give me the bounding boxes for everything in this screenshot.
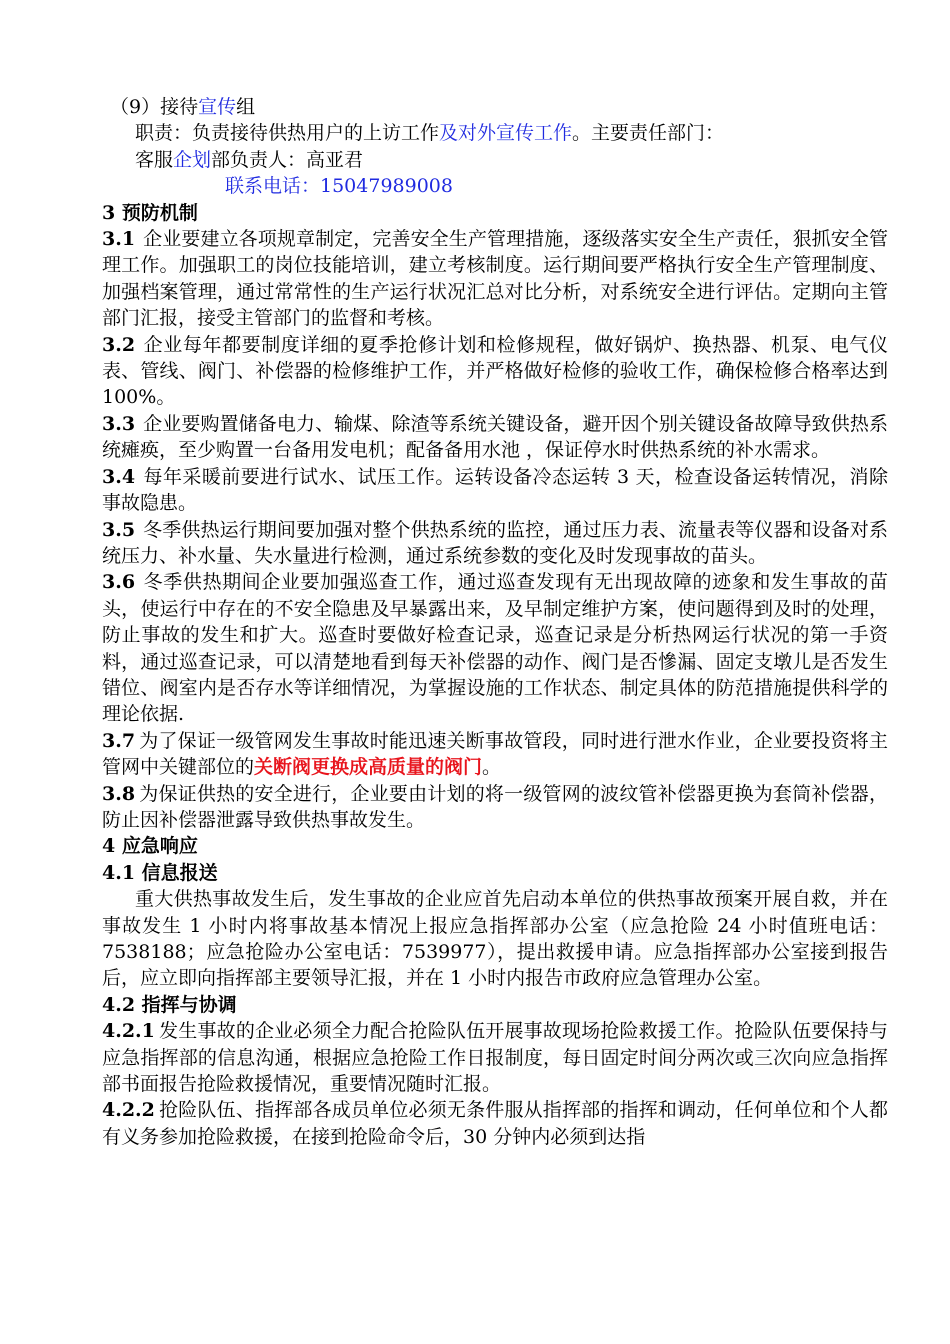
section9-dept-highlight: 企划 — [173, 148, 212, 171]
item-text: 抢险队伍、指挥部各成员单位必须无条件服从指挥部的指挥和调动，任何单位和个人都有义务参加抢险救援，在接到抢险命令后，30 分钟内必须到达指 — [102, 1099, 888, 1148]
item-3-8 — [102, 781, 888, 834]
item-text: 发生事故的企业必须全力配合抢险队伍开展事故现场抢险救援工作。抢险队伍要保持与应急指挥部的信息沟通，根据应急抢险工作日报制度，每日固定时间分两次或三次向应急指挥部书面报告抢险救援情况，重要情况随时汇报。 — [102, 1020, 888, 1096]
item-3-7 — [102, 728, 888, 781]
item-text: 冬季供热运行期间要加强对整个供热系统的监控，通过压力表、流量表等仪器和设备对系统压力、补水量、失水量进行检测，通过系统参数的变化及时发现事故的苗头。 — [102, 518, 888, 567]
item-number: 3.4 — [102, 465, 136, 488]
item-4-2-1 — [102, 1018, 888, 1097]
subsection-4-1-text: 重大供热事故发生后，发生事故的企业应首先启动本单位的供热事故预案开展自救，并在事故发生 1 小时内将事故基本情况上报应急指挥部办公室（应急抢险 24 小时值班电话：7538188；应急抢险办公室电话：7539977），提出救援申请。应急指挥部办公室接到报告后，应立即向指挥部主要领导汇报，并在 1 小时内报告市政府应急管理办公室。 — [102, 888, 888, 990]
item-highlight-red: 关断阀更换成高质量的阀门 — [254, 756, 483, 779]
item-3-5 — [102, 517, 888, 570]
section3-heading: 3 预防机制 — [102, 201, 198, 224]
subsection-4-1-heading: 4.1 信息报送 — [102, 861, 218, 884]
section9-title — [102, 94, 888, 120]
item-text: 冬季供热期间企业要加强巡查工作，通过巡查发现有无出现故障的迹象和发生事故的苗头，使运行中存在的不安全隐患及早暴露出来，及早制定维护方案，使问题得到及时的处理，防止事故的发生和扩大。巡查时要做好检查记录，巡查记录是分析热网运行状况的第一手资料，通过巡查记录，可以清楚地看到每天补偿器的动作、阀门是否慘漏、固定支墩儿是否发生错位、阀室内是否存水等详细情况，为掌握设施的工作状态、制定具体的防范措施提供科学的理论依据. — [102, 571, 888, 726]
item-3-3 — [102, 411, 888, 464]
section9-duty-highlight: 及对外宣传工作 — [439, 122, 573, 145]
item-text: 每年采暖前要进行试水、试压工作。运转设备冷态运转 3 天，检查设备运转情况，消除事故隐患。 — [102, 465, 888, 515]
item-3-6 — [102, 569, 888, 727]
section4-heading: 4 应急响应 — [102, 835, 198, 858]
item-3-4 — [102, 464, 888, 517]
item-4-2-2 — [102, 1097, 888, 1150]
item-number: 4.2.1 — [102, 1020, 155, 1043]
section9-title-suffix: 组 — [236, 96, 256, 118]
item-3-2 — [102, 332, 888, 411]
item-text: 为保证供热的安全进行，企业要由计划的将一级管网的波纹管补偿器更换为套筒补偿器，防止因补偿器泄露导致供热事故发生。 — [102, 782, 888, 831]
item-text-suffix: 。 — [482, 756, 502, 779]
item-text: 企业每年都要制度详细的夏季抢修计划和检修规程，做好锅炉、换热器、机泵、电气仪表、管线、阀门、补偿器的检修维护工作，并严格做好检修的验收工作，确保检修合格率达到100%。 — [102, 333, 888, 409]
document-page — [102, 94, 888, 1150]
item-number: 3.8 — [102, 782, 136, 805]
section9-dept-prefix: 客服 — [135, 148, 174, 171]
item-text: 企业要建立各项规章制定，完善安全生产管理措施，逐级落实安全生产责任，狠抓安全管理工作。加强职工的岗位技能培训，建立考核制度。运行期间要严格执行安全生产管理制度、加强档案管理，通过常常性的生产运行状况汇总对比分析，对系统安全进行评估。定期向主管部门汇报，接受主管部门的监督和考核。 — [102, 228, 888, 330]
section9-duty — [102, 120, 888, 146]
item-number: 3.7 — [102, 729, 136, 752]
item-number: 3.6 — [102, 571, 136, 594]
section9-duty-suffix: 。主要责任部门： — [572, 122, 725, 145]
section9-title-highlight: 宣传 — [198, 96, 237, 118]
item-number: 4.2.2 — [102, 1099, 155, 1122]
item-text: 企业要购置储备电力、输煤、除渣等系统关键设备，避开因个别关键设备故障导致供热系统瘫痪，至少购置一台备用发电机；配备备用水池 ，保证停水时供热系统的补水需求。 — [102, 412, 888, 462]
item-number: 3.1 — [102, 228, 136, 251]
section9-dept-suffix: 部负责人：高亚君 — [211, 148, 364, 171]
item-number: 3.5 — [102, 518, 136, 541]
item-3-1 — [102, 226, 888, 332]
section9-dept — [102, 147, 888, 173]
subsection-4-2-heading: 4.2 指挥与协调 — [102, 993, 237, 1016]
section9-duty-text: 职责：负责接待供热用户的上访工作 — [135, 122, 440, 145]
section9-phone: 联系电话：15047989008 — [225, 175, 453, 198]
item-number: 3.2 — [102, 333, 136, 356]
section9-title-prefix: （9）接待 — [110, 96, 199, 118]
item-text: 为了保证一级管网发生事故时能迅速关断事故管段，同时进行泄水作业，企业要投资将主管网中关键部位的 — [102, 729, 888, 779]
item-number: 3.3 — [102, 412, 136, 435]
